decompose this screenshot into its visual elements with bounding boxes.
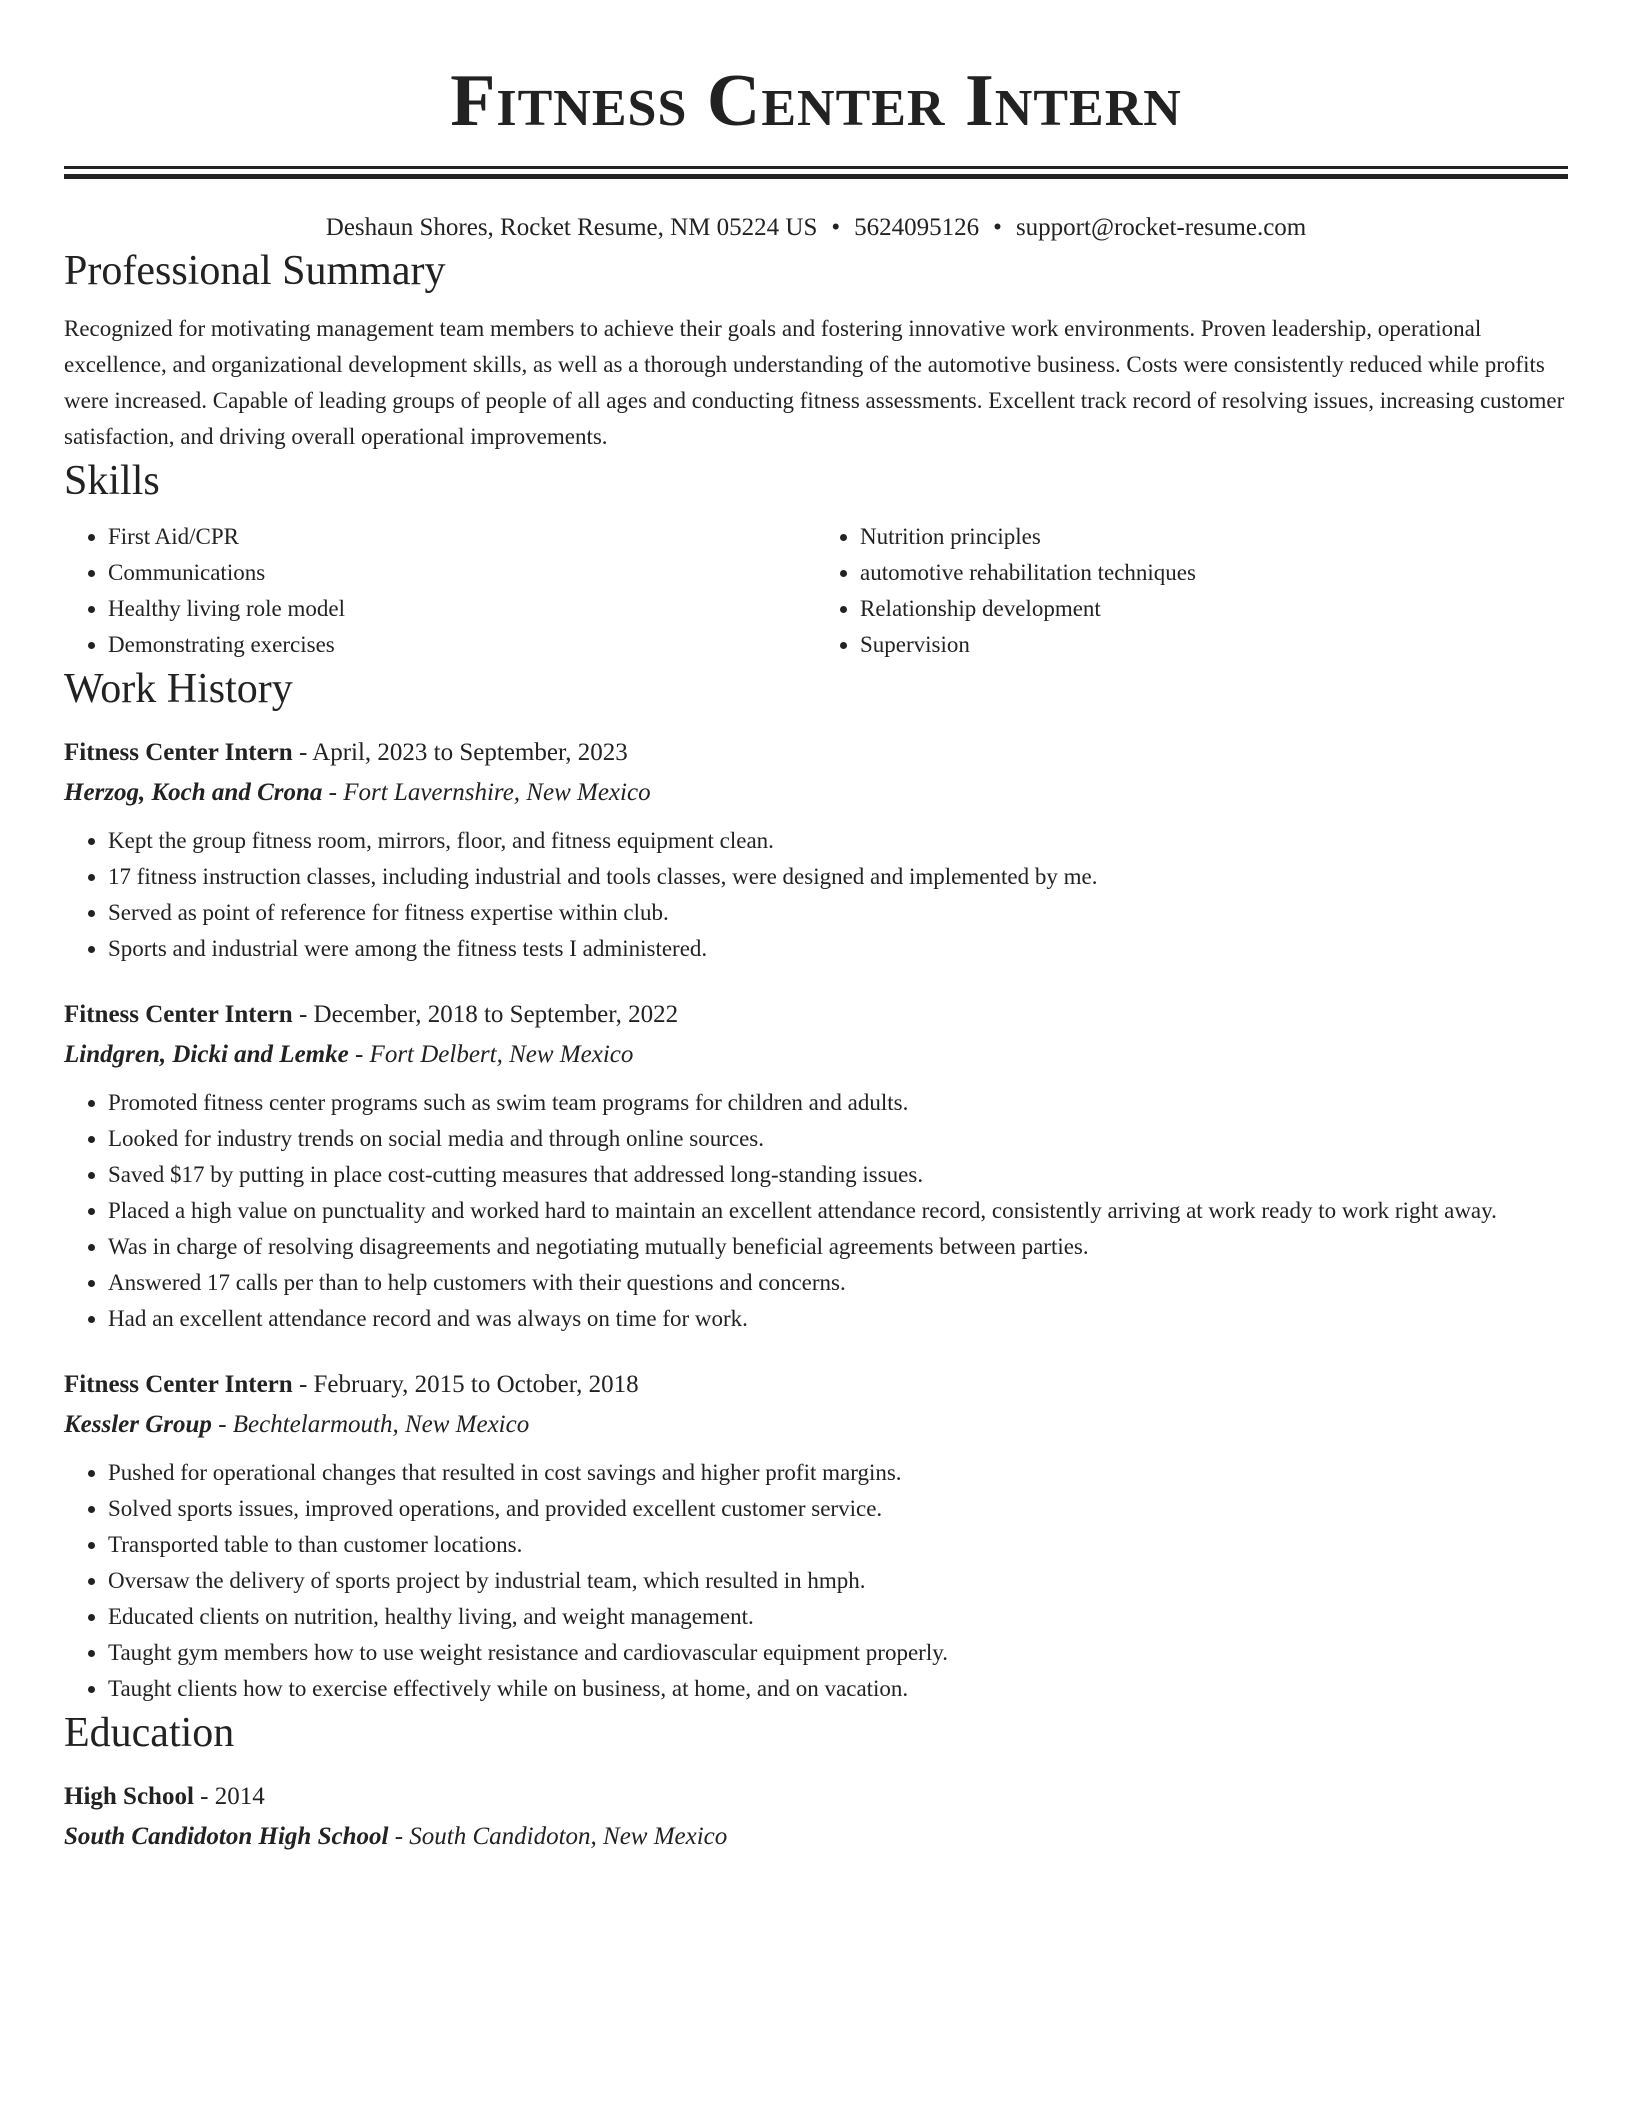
skill-item: • Healthy living role model bbox=[108, 591, 816, 627]
job-header: Fitness Center Intern - April, 2023 to September, 2023 bbox=[64, 739, 628, 766]
education-school: South Candidoton High School bbox=[64, 1823, 389, 1850]
contact-email: support@rocket-resume.com bbox=[1015, 214, 1307, 241]
job-entry bbox=[64, 995, 1568, 1337]
job-bullet: • Placed a high value on punctuality and worked hard to maintain an excellent attendance record, consistently arriving at work ready to work right away. bbox=[108, 1193, 1568, 1229]
job-company: Herzog, Koch and Crona bbox=[64, 779, 323, 806]
skill-item: • Supervision bbox=[860, 627, 1568, 663]
job-location: Bechtelarmouth, New Mexico bbox=[232, 1411, 530, 1438]
job-header: Fitness Center Intern - February, 2015 to October, 2018 bbox=[64, 1371, 639, 1398]
job-dates: April, 2023 to September, 2023 bbox=[312, 739, 628, 766]
job-dates: December, 2018 to September, 2022 bbox=[313, 1001, 679, 1028]
job-bullet: • Promoted fitness center programs such as swim team programs for children and adults. bbox=[108, 1085, 1568, 1121]
skill-item: • Demonstrating exercises bbox=[108, 627, 816, 663]
education-institution: South Candidoton High School - South Candidoton, New Mexico bbox=[64, 1823, 728, 1850]
job-dates: February, 2015 to October, 2018 bbox=[313, 1371, 639, 1398]
education-location: South Candidoton, New Mexico bbox=[409, 1823, 728, 1850]
job-bullet: • 17 fitness instruction classes, including industrial and tools classes, were designed and implemented by me. bbox=[108, 859, 1568, 895]
job-company: Lindgren, Dicki and Lemke bbox=[64, 1041, 349, 1068]
job-bullet: • Educated clients on nutrition, healthy living, and weight management. bbox=[108, 1599, 1568, 1635]
skill-item: • Relationship development bbox=[860, 591, 1568, 627]
job-employer: Herzog, Koch and Crona - Fort Lavernshire, New Mexico bbox=[64, 779, 651, 806]
skill-item: • automotive rehabilitation techniques bbox=[860, 555, 1568, 591]
job-bullet: • Had an excellent attendance record and was always on time for work. bbox=[108, 1301, 1568, 1337]
skills-heading: Skills bbox=[64, 458, 160, 504]
contact-line bbox=[64, 211, 1568, 245]
education-degree: High School bbox=[64, 1783, 194, 1810]
resume-page bbox=[64, 0, 1568, 1857]
skills-column-right bbox=[816, 519, 1568, 663]
skills-list bbox=[64, 519, 1568, 663]
job-bullet: • Was in charge of resolving disagreements and negotiating mutually beneficial agreements between parties. bbox=[108, 1229, 1568, 1265]
title-rule-bottom bbox=[64, 174, 1568, 179]
job-bullet: • Saved $17 by putting in place cost-cutting measures that addressed long-standing issues. bbox=[108, 1157, 1568, 1193]
job-bullet: • Oversaw the delivery of sports project by industrial team, which resulted in hmph. bbox=[108, 1563, 1568, 1599]
education-header: High School - 2014 bbox=[64, 1783, 265, 1810]
job-bullet: • Kept the group fitness room, mirrors, floor, and fitness equipment clean. bbox=[108, 823, 1568, 859]
job-bullet: • Transported table to than customer locations. bbox=[108, 1527, 1568, 1563]
education-heading: Education bbox=[64, 1710, 235, 1756]
skill-item: • Nutrition principles bbox=[860, 519, 1568, 555]
job-bullets bbox=[64, 1085, 1568, 1337]
job-bullet: • Served as point of reference for fitness expertise within club. bbox=[108, 895, 1568, 931]
contact-phone: 5624095126 bbox=[854, 214, 980, 241]
education-entry bbox=[64, 1777, 1568, 1857]
contact-separator: • bbox=[993, 214, 1002, 241]
job-header: Fitness Center Intern - December, 2018 to September, 2022 bbox=[64, 1001, 679, 1028]
job-bullet: • Looked for industry trends on social media and through online sources. bbox=[108, 1121, 1568, 1157]
job-bullet: • Answered 17 calls per than to help customers with their questions and concerns. bbox=[108, 1265, 1568, 1301]
contact-separator: • bbox=[831, 214, 841, 241]
job-title: Fitness Center Intern bbox=[64, 739, 293, 766]
job-employer: Kessler Group - Bechtelarmouth, New Mexico bbox=[64, 1411, 530, 1438]
job-bullet: • Taught clients how to exercise effectively while on business, at home, and on vacation. bbox=[108, 1671, 1568, 1707]
job-bullet: • Taught gym members how to use weight resistance and cardiovascular equipment properly. bbox=[108, 1635, 1568, 1671]
job-entry bbox=[64, 733, 1568, 967]
job-bullets bbox=[64, 823, 1568, 967]
resume-title: Fitness Center Intern bbox=[450, 60, 1182, 142]
job-employer: Lindgren, Dicki and Lemke - Fort Delbert, New Mexico bbox=[64, 1041, 634, 1068]
job-bullets bbox=[64, 1455, 1568, 1707]
job-entry bbox=[64, 1365, 1568, 1707]
summary-heading: Professional Summary bbox=[64, 248, 446, 294]
job-title: Fitness Center Intern bbox=[64, 1001, 293, 1028]
work-history-heading: Work History bbox=[64, 666, 293, 712]
job-bullet: • Pushed for operational changes that resulted in cost savings and higher profit margins. bbox=[108, 1455, 1568, 1491]
education-year: 2014 bbox=[214, 1783, 265, 1810]
job-bullet: • Sports and industrial were among the fitness tests I administered. bbox=[108, 931, 1568, 967]
job-bullet: • Solved sports issues, improved operations, and provided excellent customer service. bbox=[108, 1491, 1568, 1527]
skills-column-left bbox=[64, 519, 816, 663]
skill-item: • First Aid/CPR bbox=[108, 519, 816, 555]
job-location: Fort Delbert, New Mexico bbox=[369, 1041, 634, 1068]
summary-text: Recognized for motivating management team members to achieve their goals and fostering innovative work environments. Proven leadership, operational excellence, and organizational development skills, as well as a thorough understanding of the automotive business. Costs were consistently reduced while profits were increased. Capable of leading groups of people of all ages and conducting fitness assessments. Excellent track record of resolving issues, increasing customer satisfaction, and driving overall operational improvements. bbox=[64, 316, 1565, 449]
job-location: Fort Lavernshire, New Mexico bbox=[343, 779, 651, 806]
contact-address: Deshaun Shores, Rocket Resume, NM 05224 US bbox=[325, 214, 818, 241]
job-title: Fitness Center Intern bbox=[64, 1371, 293, 1398]
title-rule-top bbox=[64, 166, 1568, 169]
skill-item: • Communications bbox=[108, 555, 816, 591]
job-company: Kessler Group bbox=[64, 1411, 212, 1438]
